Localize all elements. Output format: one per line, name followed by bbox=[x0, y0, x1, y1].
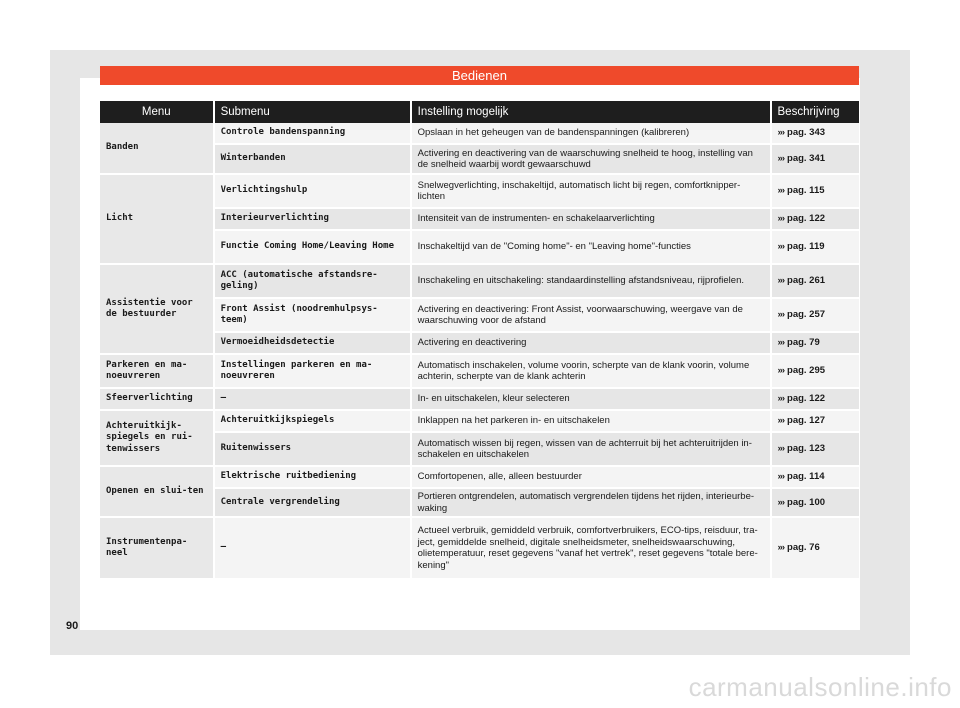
page-reference-link[interactable]: pag. 122 bbox=[787, 393, 826, 405]
chevron-triple-icon: ››› bbox=[777, 393, 785, 405]
table-row bbox=[100, 145, 859, 175]
submenu-cell: Interieurverlichting bbox=[215, 209, 412, 231]
reference-cell bbox=[772, 231, 859, 265]
page-number: 90 bbox=[66, 620, 79, 632]
reference-cell bbox=[772, 467, 859, 489]
chevron-triple-icon: ››› bbox=[777, 471, 785, 483]
submenu-cell: Instellingen parkeren en ma-noeuvreren bbox=[215, 355, 412, 389]
chevron-triple-icon: ››› bbox=[777, 153, 785, 165]
submenu-cell: ACC (automatische afstandsre-geling) bbox=[215, 265, 412, 299]
page-reference-link[interactable]: pag. 122 bbox=[787, 213, 826, 225]
chevron-triple-icon: ››› bbox=[777, 185, 785, 197]
page-reference-link[interactable]: pag. 127 bbox=[787, 415, 826, 427]
setting-cell: Comfortopenen, alle, alleen bestuurder bbox=[412, 467, 772, 489]
setting-cell: Actueel verbruik, gemiddeld verbruik, comfortverbruikers, ECO-tips, reisduur, tra-ject, gemiddelde snelheid, digitale snelheidsmeter, snelheidswaarschuwing, olietemperatuur, reset gegevens "vanaf het vertrek", reset gegevens "totale bere-kening" bbox=[412, 518, 772, 580]
reference-cell bbox=[772, 145, 859, 175]
setting-cell: Intensiteit van de instrumenten- en schakelaarverlichting bbox=[412, 209, 772, 231]
table-row bbox=[100, 355, 859, 389]
submenu-cell: – bbox=[215, 389, 412, 411]
menu-cell: Banden bbox=[100, 123, 215, 175]
table-row bbox=[100, 299, 859, 333]
page-reference-link[interactable]: pag. 76 bbox=[787, 542, 820, 554]
setting-cell: In- en uitschakelen, kleur selecteren bbox=[412, 389, 772, 411]
reference-cell bbox=[772, 175, 859, 209]
table-row bbox=[100, 123, 859, 145]
page-reference-link[interactable]: pag. 295 bbox=[787, 365, 826, 377]
setting-cell: Opslaan in het geheugen van de bandenspanningen (kalibreren) bbox=[412, 123, 772, 145]
reference-cell bbox=[772, 123, 859, 145]
table-row bbox=[100, 231, 859, 265]
menu-cell: Openen en slui-ten bbox=[100, 467, 215, 518]
setting-cell: Activering en deactivering van de waarschuwing snelheid te hoog, instelling van de snelheid waarbij wordt gewaarschuwd bbox=[412, 145, 772, 175]
table-row bbox=[100, 433, 859, 467]
table-header-row bbox=[100, 101, 859, 123]
submenu-cell: Elektrische ruitbediening bbox=[215, 467, 412, 489]
submenu-cell: Winterbanden bbox=[215, 145, 412, 175]
page-reference-link[interactable]: pag. 114 bbox=[787, 471, 825, 483]
setting-cell: Automatisch inschakelen, volume voorin, scherpte van de klank voorin, volume achterin, scherpte van de klank achterin bbox=[412, 355, 772, 389]
submenu-cell: Achteruitkijkspiegels bbox=[215, 411, 412, 433]
chevron-triple-icon: ››› bbox=[777, 496, 785, 508]
table-row bbox=[100, 175, 859, 209]
submenu-cell: Vermoeidheidsdetectie bbox=[215, 333, 412, 355]
setting-cell: Activering en deactivering bbox=[412, 333, 772, 355]
reference-cell bbox=[772, 489, 859, 518]
table-row bbox=[100, 489, 859, 518]
page-reference-link[interactable]: pag. 261 bbox=[787, 275, 826, 287]
header-menu: Menu bbox=[100, 101, 215, 123]
submenu-cell: Centrale vergrendeling bbox=[215, 489, 412, 518]
table-row bbox=[100, 209, 859, 231]
page-reference-link[interactable]: pag. 123 bbox=[787, 443, 826, 455]
menu-cell: Licht bbox=[100, 175, 215, 265]
chevron-triple-icon: ››› bbox=[777, 415, 785, 427]
header-description: Beschrijving bbox=[772, 101, 859, 123]
table-row bbox=[100, 333, 859, 355]
submenu-cell: Ruitenwissers bbox=[215, 433, 412, 467]
table-row bbox=[100, 518, 859, 580]
chevron-triple-icon: ››› bbox=[777, 337, 785, 349]
table-row bbox=[100, 265, 859, 299]
chevron-triple-icon: ››› bbox=[777, 542, 785, 554]
header-submenu: Submenu bbox=[215, 101, 412, 123]
chevron-triple-icon: ››› bbox=[777, 241, 785, 253]
reference-cell bbox=[772, 411, 859, 433]
reference-cell bbox=[772, 389, 859, 411]
page-reference-link[interactable]: pag. 79 bbox=[787, 337, 820, 349]
chevron-triple-icon: ››› bbox=[777, 127, 785, 139]
reference-cell bbox=[772, 518, 859, 580]
submenu-cell: Controle bandenspanning bbox=[215, 123, 412, 145]
setting-cell: Portieren ontgrendelen, automatisch vergrendelen tijdens het rijden, interieurbe-waking bbox=[412, 489, 772, 518]
setting-cell: Activering en deactivering: Front Assist, voorwaarschuwing, weergave van de waarschuwing voor de afstand bbox=[412, 299, 772, 333]
table-row bbox=[100, 389, 859, 411]
menu-cell: Parkeren en ma-noeuvreren bbox=[100, 355, 215, 389]
chevron-triple-icon: ››› bbox=[777, 213, 785, 225]
page-reference-link[interactable]: pag. 257 bbox=[787, 309, 826, 321]
header-setting: Instelling mogelijk bbox=[412, 101, 772, 123]
menu-cell: Achteruitkijk-spiegels en rui-tenwissers bbox=[100, 411, 215, 467]
setting-cell: Inschakeltijd van de "Coming home"- en "Leaving home"-functies bbox=[412, 231, 772, 265]
reference-cell bbox=[772, 433, 859, 467]
reference-cell bbox=[772, 355, 859, 389]
reference-cell bbox=[772, 265, 859, 299]
watermark: carmanualsonline.info bbox=[688, 672, 952, 702]
page-reference-link[interactable]: pag. 100 bbox=[787, 496, 826, 508]
table-row bbox=[100, 411, 859, 433]
chevron-triple-icon: ››› bbox=[777, 309, 785, 321]
menu-cell: Assistentie voor de bestuurder bbox=[100, 265, 215, 355]
table-row bbox=[100, 467, 859, 489]
submenu-cell: Front Assist (noodremhulpsys-teem) bbox=[215, 299, 412, 333]
chevron-triple-icon: ››› bbox=[777, 365, 785, 377]
page-reference-link[interactable]: pag. 343 bbox=[787, 127, 826, 139]
page-reference-link[interactable]: pag. 341 bbox=[787, 153, 826, 165]
menu-cell: Instrumentenpa-neel bbox=[100, 518, 215, 580]
setting-cell: Inklappen na het parkeren in- en uitschakelen bbox=[412, 411, 772, 433]
setting-cell: Snelwegverlichting, inschakeltijd, automatisch licht bij regen, comfortknipper-lichten bbox=[412, 175, 772, 209]
page-reference-link[interactable]: pag. 119 bbox=[787, 241, 825, 253]
submenu-cell: – bbox=[215, 518, 412, 580]
chevron-triple-icon: ››› bbox=[777, 275, 785, 287]
reference-cell bbox=[772, 299, 859, 333]
menu-cell: Sfeerverlichting bbox=[100, 389, 215, 411]
section-title: Bedienen bbox=[100, 66, 859, 85]
submenu-cell: Functie Coming Home/Leaving Home bbox=[215, 231, 412, 265]
chevron-triple-icon: ››› bbox=[777, 443, 785, 455]
submenu-cell: Verlichtingshulp bbox=[215, 175, 412, 209]
reference-cell bbox=[772, 333, 859, 355]
settings-table bbox=[100, 101, 859, 580]
page-reference-link[interactable]: pag. 115 bbox=[787, 185, 825, 197]
setting-cell: Automatisch wissen bij regen, wissen van de achterruit bij het achteruitrijden in-schakelen en uitschakelen bbox=[412, 433, 772, 467]
reference-cell bbox=[772, 209, 859, 231]
setting-cell: Inschakeling en uitschakeling: standaardinstelling afstandsniveau, rijprofielen. bbox=[412, 265, 772, 299]
